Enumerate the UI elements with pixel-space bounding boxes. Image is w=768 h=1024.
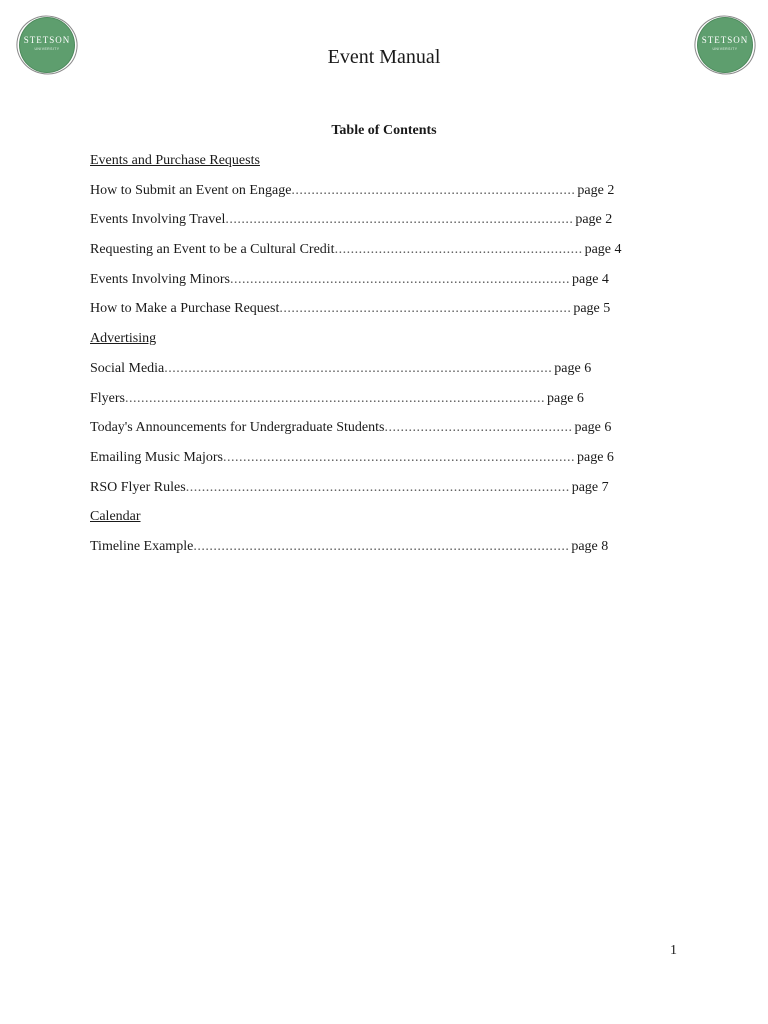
toc-entry[interactable] (90, 537, 670, 567)
toc-page-ref: page 5 (573, 301, 611, 317)
toc-leader: ....................................................................................... (225, 212, 574, 228)
toc-section (90, 507, 670, 537)
toc-leader: ......................................................................... (279, 301, 572, 317)
toc-entry-label: Events Involving Minors (90, 271, 230, 287)
toc-entry[interactable] (90, 181, 670, 211)
toc-page-ref: page 6 (554, 360, 592, 376)
toc-page-ref: page 7 (571, 479, 609, 495)
toc-entry[interactable] (90, 418, 670, 448)
toc-entry-label: Requesting an Event to be a Cultural Credit (90, 242, 335, 258)
toc-entry-label: Emailing Music Majors (90, 449, 223, 465)
logo-subtext: UNIVERSITY (34, 47, 60, 51)
toc-leader: ............................................... (384, 420, 573, 436)
toc-leader: ................................................................................................. (164, 360, 553, 376)
toc-entry-label: Events Involving Travel (90, 212, 226, 228)
toc-page-ref: page 8 (571, 538, 609, 554)
toc-section-label: Advertising (90, 331, 157, 347)
toc-section-label: Events and Purchase Requests (90, 153, 260, 168)
toc-section-label: Calendar (90, 509, 141, 525)
toc-entry[interactable] (90, 270, 670, 300)
toc-leader: ........................................................................................ (223, 449, 575, 465)
document-title: Event Manual (327, 46, 441, 68)
toc-leader: ..................................................................................... (230, 271, 570, 287)
toc-entry[interactable] (90, 389, 670, 419)
toc-page-ref: page 4 (584, 242, 622, 258)
toc-page-ref: page 2 (575, 212, 613, 228)
logo-text: STETSON (23, 35, 71, 45)
toc-page-ref: page 4 (572, 271, 609, 287)
toc-leader: ......................................................................................................... (125, 390, 545, 406)
page-number: 1 (670, 943, 677, 958)
toc-page-ref: page 6 (574, 420, 612, 436)
toc-entry-label: How to Submit an Event on Engage (90, 182, 292, 198)
toc-leader: .............................................................. (334, 242, 583, 258)
toc-page-ref: page 6 (577, 449, 614, 465)
table-of-contents (90, 151, 670, 567)
logo-text: STETSON (701, 35, 749, 45)
toc-page-ref: page 2 (577, 182, 615, 198)
toc-entry-label: Flyers (90, 390, 125, 406)
toc-entry[interactable] (90, 359, 670, 389)
toc-leader: ................................................................................................ (185, 479, 570, 495)
toc-entry[interactable] (90, 210, 670, 240)
toc-entry[interactable] (90, 478, 670, 508)
toc-entry-label: RSO Flyer Rules (90, 479, 186, 495)
toc-page-ref: page 6 (547, 390, 584, 406)
toc-entry-label: Social Media (90, 360, 165, 376)
toc-section (90, 329, 670, 359)
toc-leader: ....................................................................... (291, 182, 576, 198)
toc-heading: Table of Contents (331, 123, 437, 138)
toc-entry-label: How to Make a Purchase Request (90, 301, 280, 317)
toc-entry[interactable] (90, 299, 670, 329)
toc-entry-label: Timeline Example (90, 538, 194, 554)
toc-section (90, 151, 670, 181)
toc-entry[interactable] (90, 448, 670, 478)
logo-subtext: UNIVERSITY (712, 47, 738, 51)
toc-leader: .............................................................................................. (193, 538, 570, 554)
toc-entry[interactable] (90, 240, 670, 270)
toc-entry-label: Today's Announcements for Undergraduate Students (90, 420, 385, 436)
